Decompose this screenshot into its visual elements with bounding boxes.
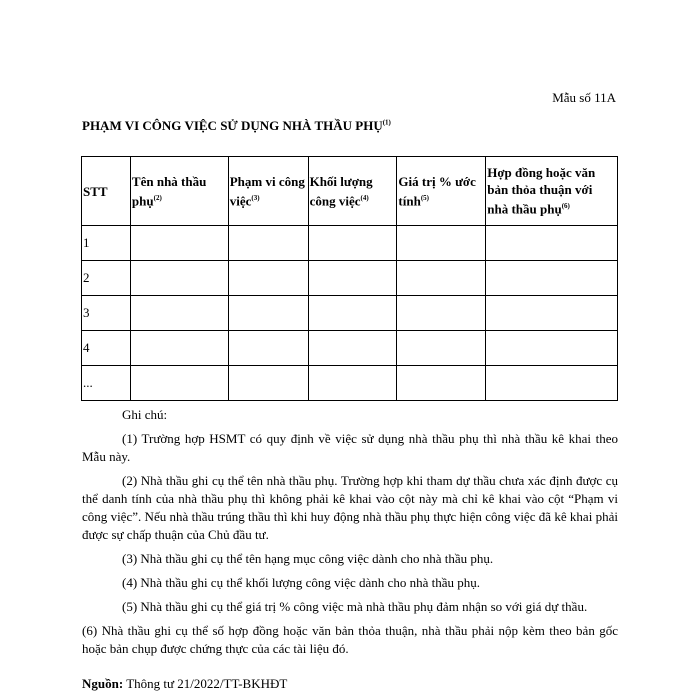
note-item: (2) Nhà thầu ghi cụ thể tên nhà thầu phụ. Trường hợp khi tham dự thầu chưa xác định được cụ thể danh tính của nhà thầu phụ thì không phải kê khai vào cột này mà chỉ kê khai vào cột “Phạm vi công việc”. Nếu nhà thầu trúng thầu thì khi huy động nhà thầu phụ thực hiện công việc đã kê khai phải được sự chấp thuận của Chủ đầu tư. <box>82 473 618 542</box>
form-number: Mẫu số 11A <box>552 90 616 105</box>
table-header-row <box>82 157 618 226</box>
cell-subcontractor-name[interactable] <box>130 366 228 401</box>
cell-contract[interactable] <box>486 226 618 261</box>
source-line <box>82 676 287 692</box>
cell-work-scope[interactable] <box>228 261 308 296</box>
table-row <box>82 366 618 401</box>
cell-work-volume[interactable] <box>308 296 397 331</box>
cell-work-scope[interactable] <box>228 331 308 366</box>
row-number: 4 <box>82 331 131 366</box>
row-number: 1 <box>82 226 131 261</box>
note-item: (4) Nhà thầu ghi cụ thể khối lượng công việc dành cho nhà thầu phụ. <box>122 575 480 590</box>
note-item: (6) Nhà thầu ghi cụ thể số hợp đồng hoặc văn bản thỏa thuận, nhà thầu phải nộp kèm theo bản gốc hoặc bản chụp được chứng thực của các tài liệu đó. <box>82 623 618 656</box>
header-stt: STT <box>82 157 131 226</box>
cell-work-scope[interactable] <box>228 296 308 331</box>
cell-contract[interactable] <box>486 331 618 366</box>
page-title <box>82 118 391 134</box>
cell-contract[interactable] <box>486 296 618 331</box>
cell-subcontractor-name[interactable] <box>130 226 228 261</box>
table-row <box>82 296 618 331</box>
notes-heading: Ghi chú: <box>122 407 168 422</box>
cell-work-scope[interactable] <box>228 226 308 261</box>
notes-section <box>82 406 618 658</box>
note-item: (3) Nhà thầu ghi cụ thể tên hạng mục công việc dành cho nhà thầu phụ. <box>122 551 494 566</box>
note-item: (1) Trường hợp HSMT có quy định về việc sử dụng nhà thầu phụ thì nhà thầu kê khai theo Mẫu này. <box>82 431 618 464</box>
cell-work-volume[interactable] <box>308 331 397 366</box>
row-number: 3 <box>82 296 131 331</box>
cell-estimated-percent[interactable] <box>397 296 486 331</box>
cell-estimated-percent[interactable] <box>397 331 486 366</box>
cell-subcontractor-name[interactable] <box>130 261 228 296</box>
cell-subcontractor-name[interactable] <box>130 296 228 331</box>
row-number: ... <box>82 366 131 401</box>
row-number: 2 <box>82 261 131 296</box>
source-label: Nguồn: <box>82 676 124 691</box>
cell-estimated-percent[interactable] <box>397 226 486 261</box>
table-row <box>82 226 618 261</box>
header-contract: Hợp đồng hoặc văn bản thỏa thuận với nhà thầu phụ$^{(6)}$ <box>486 157 618 226</box>
cell-work-volume[interactable] <box>308 226 397 261</box>
header-work-scope: Phạm vi công việc$^{(3)}$ <box>228 157 308 226</box>
cell-work-scope[interactable] <box>228 366 308 401</box>
cell-work-volume[interactable] <box>308 366 397 401</box>
source-value: Thông tư 21/2022/TT-BKHĐT <box>126 676 288 691</box>
subcontractor-table <box>81 156 618 401</box>
cell-contract[interactable] <box>486 366 618 401</box>
title-footnote-ref: (1) <box>382 118 391 127</box>
table-row <box>82 331 618 366</box>
cell-contract[interactable] <box>486 261 618 296</box>
table-row <box>82 261 618 296</box>
header-estimated-percent: Giá trị % ước tính$^{(5)}$ <box>397 157 486 226</box>
cell-work-volume[interactable] <box>308 261 397 296</box>
header-subcontractor-name: Tên nhà thầu phụ$^{(2)}$ <box>130 157 228 226</box>
note-item: (5) Nhà thầu ghi cụ thể giá trị % công việc mà nhà thầu phụ đảm nhận so với giá dự thầu. <box>122 599 588 614</box>
cell-subcontractor-name[interactable] <box>130 331 228 366</box>
cell-estimated-percent[interactable] <box>397 366 486 401</box>
header-work-volume: Khối lượng công việc$^{(4)}$ <box>308 157 397 226</box>
title-text: PHẠM VI CÔNG VIỆC SỬ DỤNG NHÀ THẦU PHỤ <box>82 118 383 133</box>
cell-estimated-percent[interactable] <box>397 261 486 296</box>
